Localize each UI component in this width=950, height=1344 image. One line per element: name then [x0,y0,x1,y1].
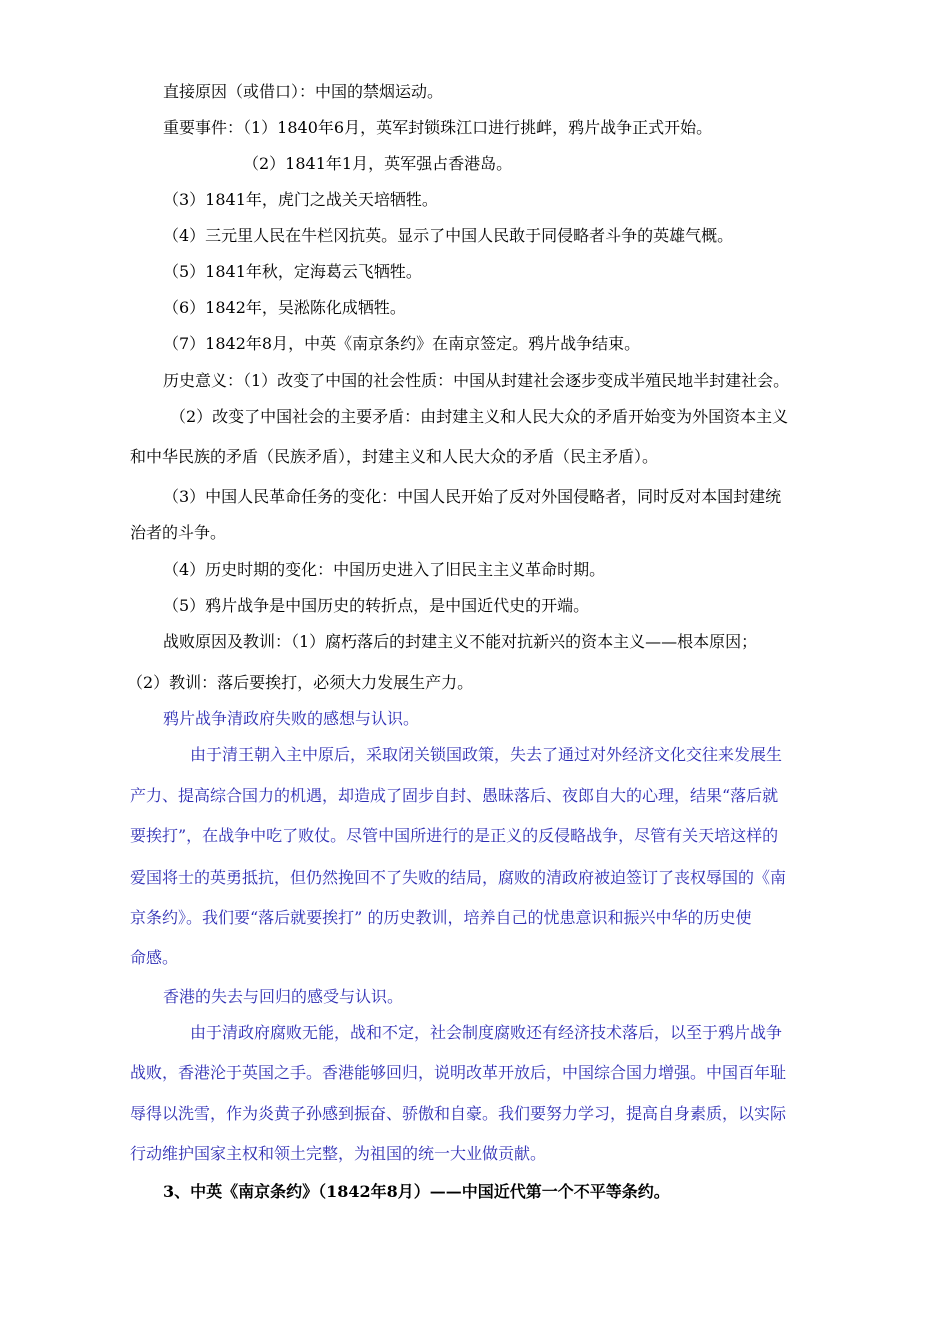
defeat-reasons-line: 战败原因及教训：（1）腐朽落后的封建主义不能对抗新兴的资本主义——根本原因； [163,632,758,651]
essay-paragraph-line: 由于清政府腐败无能，战和不定，社会制度腐败还有经济技术落后，以至于鸦片战争 [190,1023,783,1042]
significance-item: 和中华民族的矛盾（民族矛盾），封建主义和人民大众的矛盾（民主矛盾）。 [130,447,659,466]
essay-paragraph-line: 要挨打”，在战争中吃了败仗。尽管中国所进行的是正义的反侵略战争，尽管有关天培这样的 [130,826,779,845]
essay-paragraph-line: 产力、提高综合国力的机遇，却造成了固步自封、愚昧落后、夜郎自大的心理，结果“落后就 [130,786,779,805]
essay-heading: 香港的失去与回归的感受与认识。 [163,987,404,1006]
essay-paragraph-line: 爱国将士的英勇抵抗，但仍然挽回不了失败的结局，腐败的清政府被迫签订了丧权辱国的《南 [130,868,787,887]
significance-item: （4）历史时期的变化：中国历史进入了旧民主主义革命时期。 [163,560,606,579]
essay-paragraph-line: 京条约》。我们要“落后就要挨打” 的历史教训，培养自己的忧患意识和振兴中华的历史使 [130,908,752,927]
essay-paragraph-line: 辱得以洗雪，作为炎黄子孙感到振奋、骄傲和自豪。我们要努力学习，提高自身素质，以实际 [130,1104,787,1123]
event-item: （4）三元里人民在牛栏冈抗英。显示了中国人民敢于同侵略者斗争的英雄气概。 [163,226,734,245]
significance-item: 治者的斗争。 [130,523,227,542]
section-heading: 3、中英《南京条约》（1842年8月）——中国近代第一个不平等条约。 [163,1182,670,1201]
event-item: （2）1841年1月，英军强占香港岛。 [243,154,513,173]
direct-cause-line: 直接原因（或借口）：中国的禁烟运动。 [163,82,444,101]
key-events-line: 重要事件：（1）1840年6月，英军封锁珠江口进行挑衅，鸦片战争正式开始。 [163,118,713,137]
essay-paragraph-line: 行动维护国家主权和领土完整，为祖国的统一大业做贡献。 [130,1144,547,1163]
significance-item: （5）鸦片战争是中国历史的转折点，是中国近代史的开端。 [163,596,590,615]
significance-item: （3）中国人民革命任务的变化：中国人民开始了反对外国侵略者，同时反对本国封建统 [163,487,782,506]
essay-paragraph-line: 命感。 [130,948,179,967]
event-item: （3）1841年，虎门之战关天培牺牲。 [163,190,438,209]
essay-heading: 鸦片战争清政府失败的感想与认识。 [163,709,420,728]
essay-paragraph-line: 由于清王朝入主中原后，采取闭关锁国政策，失去了通过对外经济文化交往来发展生 [190,745,783,764]
event-item: （6）1842年，吴淞陈化成牺牲。 [163,298,406,317]
lesson-line: （2）教训：落后要挨打，必须大力发展生产力。 [127,673,474,692]
significance-item: （2）改变了中国社会的主要矛盾：由封建主义和人民大众的矛盾开始变为外国资本主义 [170,407,789,426]
event-item: （7）1842年8月，中英《南京条约》在南京签定。鸦片战争结束。 [163,334,641,353]
event-item: （5）1841年秋，定海葛云飞牺牲。 [163,262,422,281]
significance-line: 历史意义：（1）改变了中国的社会性质：中国从封建社会逐步变成半殖民地半封建社会。 [163,371,790,390]
essay-paragraph-line: 战败，香港沦于英国之手。香港能够回归，说明改革开放后，中国综合国力增强。中国百年耻 [130,1063,787,1082]
